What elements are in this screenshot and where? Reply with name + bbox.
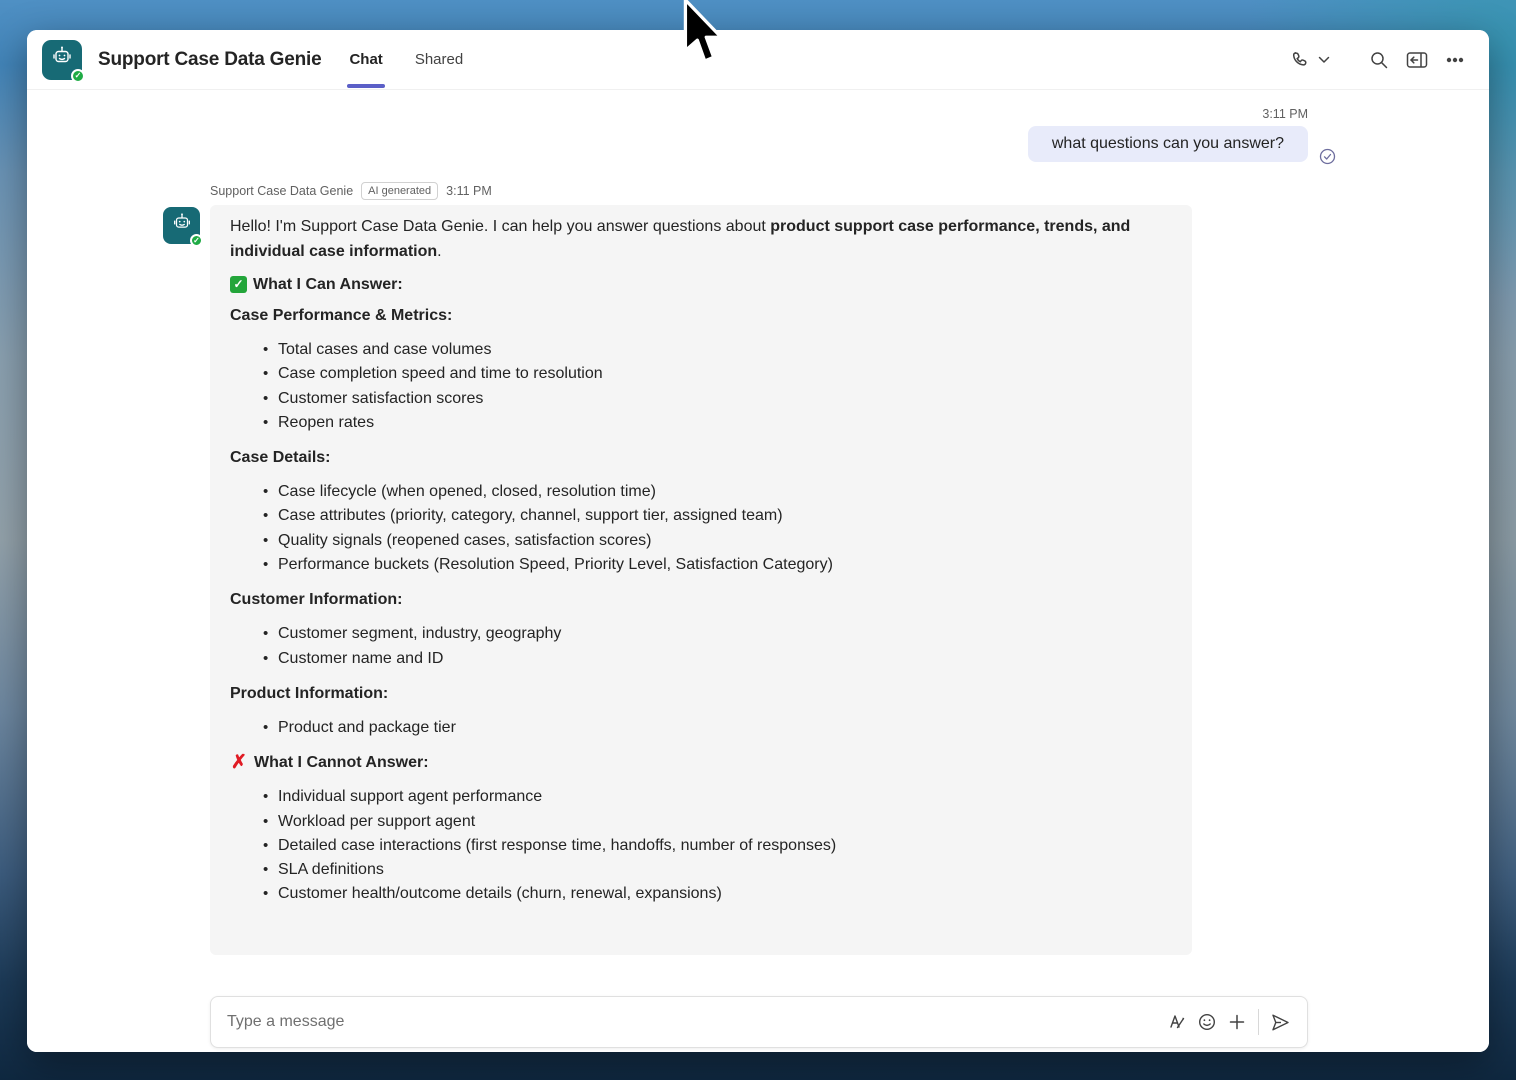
section-heading	[230, 274, 1172, 295]
sent-check-circle-icon	[1319, 148, 1336, 170]
presence-available-badge: ✓	[71, 69, 85, 83]
user-message-text: what questions can you answer?	[1051, 135, 1284, 152]
page-title: Support Case Data Genie	[98, 48, 322, 70]
bullet-item: • Detailed case interactions (first response time, handoffs, number of responses)	[278, 834, 1172, 858]
user-message-timestamp: 3:11 PM	[1262, 107, 1308, 121]
add-attachment-icon[interactable]	[1222, 1007, 1252, 1037]
section-heading-text: Customer Information:	[230, 591, 403, 609]
chat-message-area	[27, 90, 1489, 1052]
tab-shared-label: Shared	[414, 51, 464, 68]
bullet-item: • Total cases and case volumes	[278, 338, 1172, 362]
section-bullet-list	[230, 716, 1172, 740]
bullet-item: • Customer name and ID	[278, 647, 1172, 671]
send-icon[interactable]	[1265, 1007, 1295, 1037]
ai-generated-badge: AI generated	[361, 182, 438, 200]
section-bullet-list	[230, 338, 1172, 435]
section-heading-text: What I Cannot Answer:	[254, 754, 429, 772]
message-input[interactable]	[227, 1013, 1162, 1031]
bullet-item: • Customer satisfaction scores	[278, 387, 1172, 411]
bot-message-timestamp: 3:11 PM	[446, 184, 492, 198]
robot-icon	[50, 45, 74, 74]
bullet-item: • Individual support agent performance	[278, 785, 1172, 809]
bullet-item: • Customer segment, industry, geography	[278, 622, 1172, 646]
check-emoji-icon: ✓	[230, 276, 247, 293]
bullet-item: • Customer health/outcome details (churn, renewal, expansions)	[278, 882, 1172, 906]
section-heading-text: Product Information:	[230, 684, 389, 702]
section-bullet-list	[230, 480, 1172, 577]
bot-avatar	[163, 207, 200, 244]
active-tab-underline	[347, 84, 384, 88]
composer-divider	[1258, 1009, 1259, 1035]
chat-header	[27, 30, 1489, 90]
section-heading-text: Case Details:	[230, 449, 331, 467]
section-heading	[230, 447, 1172, 468]
section-heading-text: What I Can Answer:	[253, 276, 403, 293]
tab-bar	[347, 30, 493, 90]
section-heading	[230, 752, 1172, 773]
bot-message-sections	[230, 274, 1172, 907]
bullet-item: • Workload per support agent	[278, 810, 1172, 834]
header-actions	[1285, 46, 1469, 74]
more-options-icon[interactable]	[1441, 46, 1469, 74]
section-heading	[230, 589, 1172, 610]
presence-available-badge: ✓	[190, 234, 203, 247]
cross-emoji-icon: ✗	[231, 752, 247, 774]
robot-icon	[171, 212, 193, 239]
bullet-item: • Quality signals (reopened cases, satisfaction scores)	[278, 529, 1172, 553]
app-window	[27, 30, 1489, 1052]
tab-chat-label: Chat	[349, 51, 383, 68]
search-icon[interactable]	[1365, 46, 1393, 74]
user-message-bubble[interactable]	[1028, 126, 1308, 162]
call-icon[interactable]	[1285, 46, 1313, 74]
section-heading	[230, 305, 1172, 326]
section-heading-text: Case Performance & Metrics:	[230, 307, 453, 324]
chevron-down-icon[interactable]	[1315, 46, 1333, 74]
bot-intro-paragraph	[230, 215, 1172, 264]
bot-sender-name: Support Case Data Genie	[210, 184, 354, 198]
bullet-item: • Case completion speed and time to resolution	[278, 362, 1172, 386]
bullet-item: • Reopen rates	[278, 411, 1172, 435]
message-composer	[210, 996, 1308, 1048]
bullet-item: • Case lifecycle (when opened, closed, resolution time)	[278, 480, 1172, 504]
tab-chat[interactable]	[347, 30, 384, 90]
bot-message-header	[210, 182, 492, 200]
intro-text: Hello! I'm Support Case Data Genie. I can help you answer questions about	[230, 218, 771, 235]
tab-shared[interactable]	[413, 30, 465, 90]
bullet-item: • Case attributes (priority, category, channel, support tier, assigned team)	[278, 504, 1172, 528]
bullet-item: • Performance buckets (Resolution Speed, Priority Level, Satisfaction Category)	[278, 553, 1172, 577]
open-panel-icon[interactable]	[1403, 46, 1431, 74]
bullet-item: • Product and package tier	[278, 716, 1172, 740]
bullet-item: • SLA definitions	[278, 858, 1172, 882]
app-avatar	[42, 40, 82, 80]
section-heading	[230, 683, 1172, 704]
intro-end: .	[437, 242, 442, 260]
format-icon[interactable]	[1162, 1007, 1192, 1037]
section-bullet-list	[230, 622, 1172, 671]
emoji-icon[interactable]	[1192, 1007, 1222, 1037]
bot-message-bubble	[210, 205, 1192, 955]
call-button-group	[1285, 46, 1333, 74]
intro-bold-text: product support case performance, trends, and individual case information	[230, 218, 1131, 260]
section-bullet-list	[230, 785, 1172, 906]
